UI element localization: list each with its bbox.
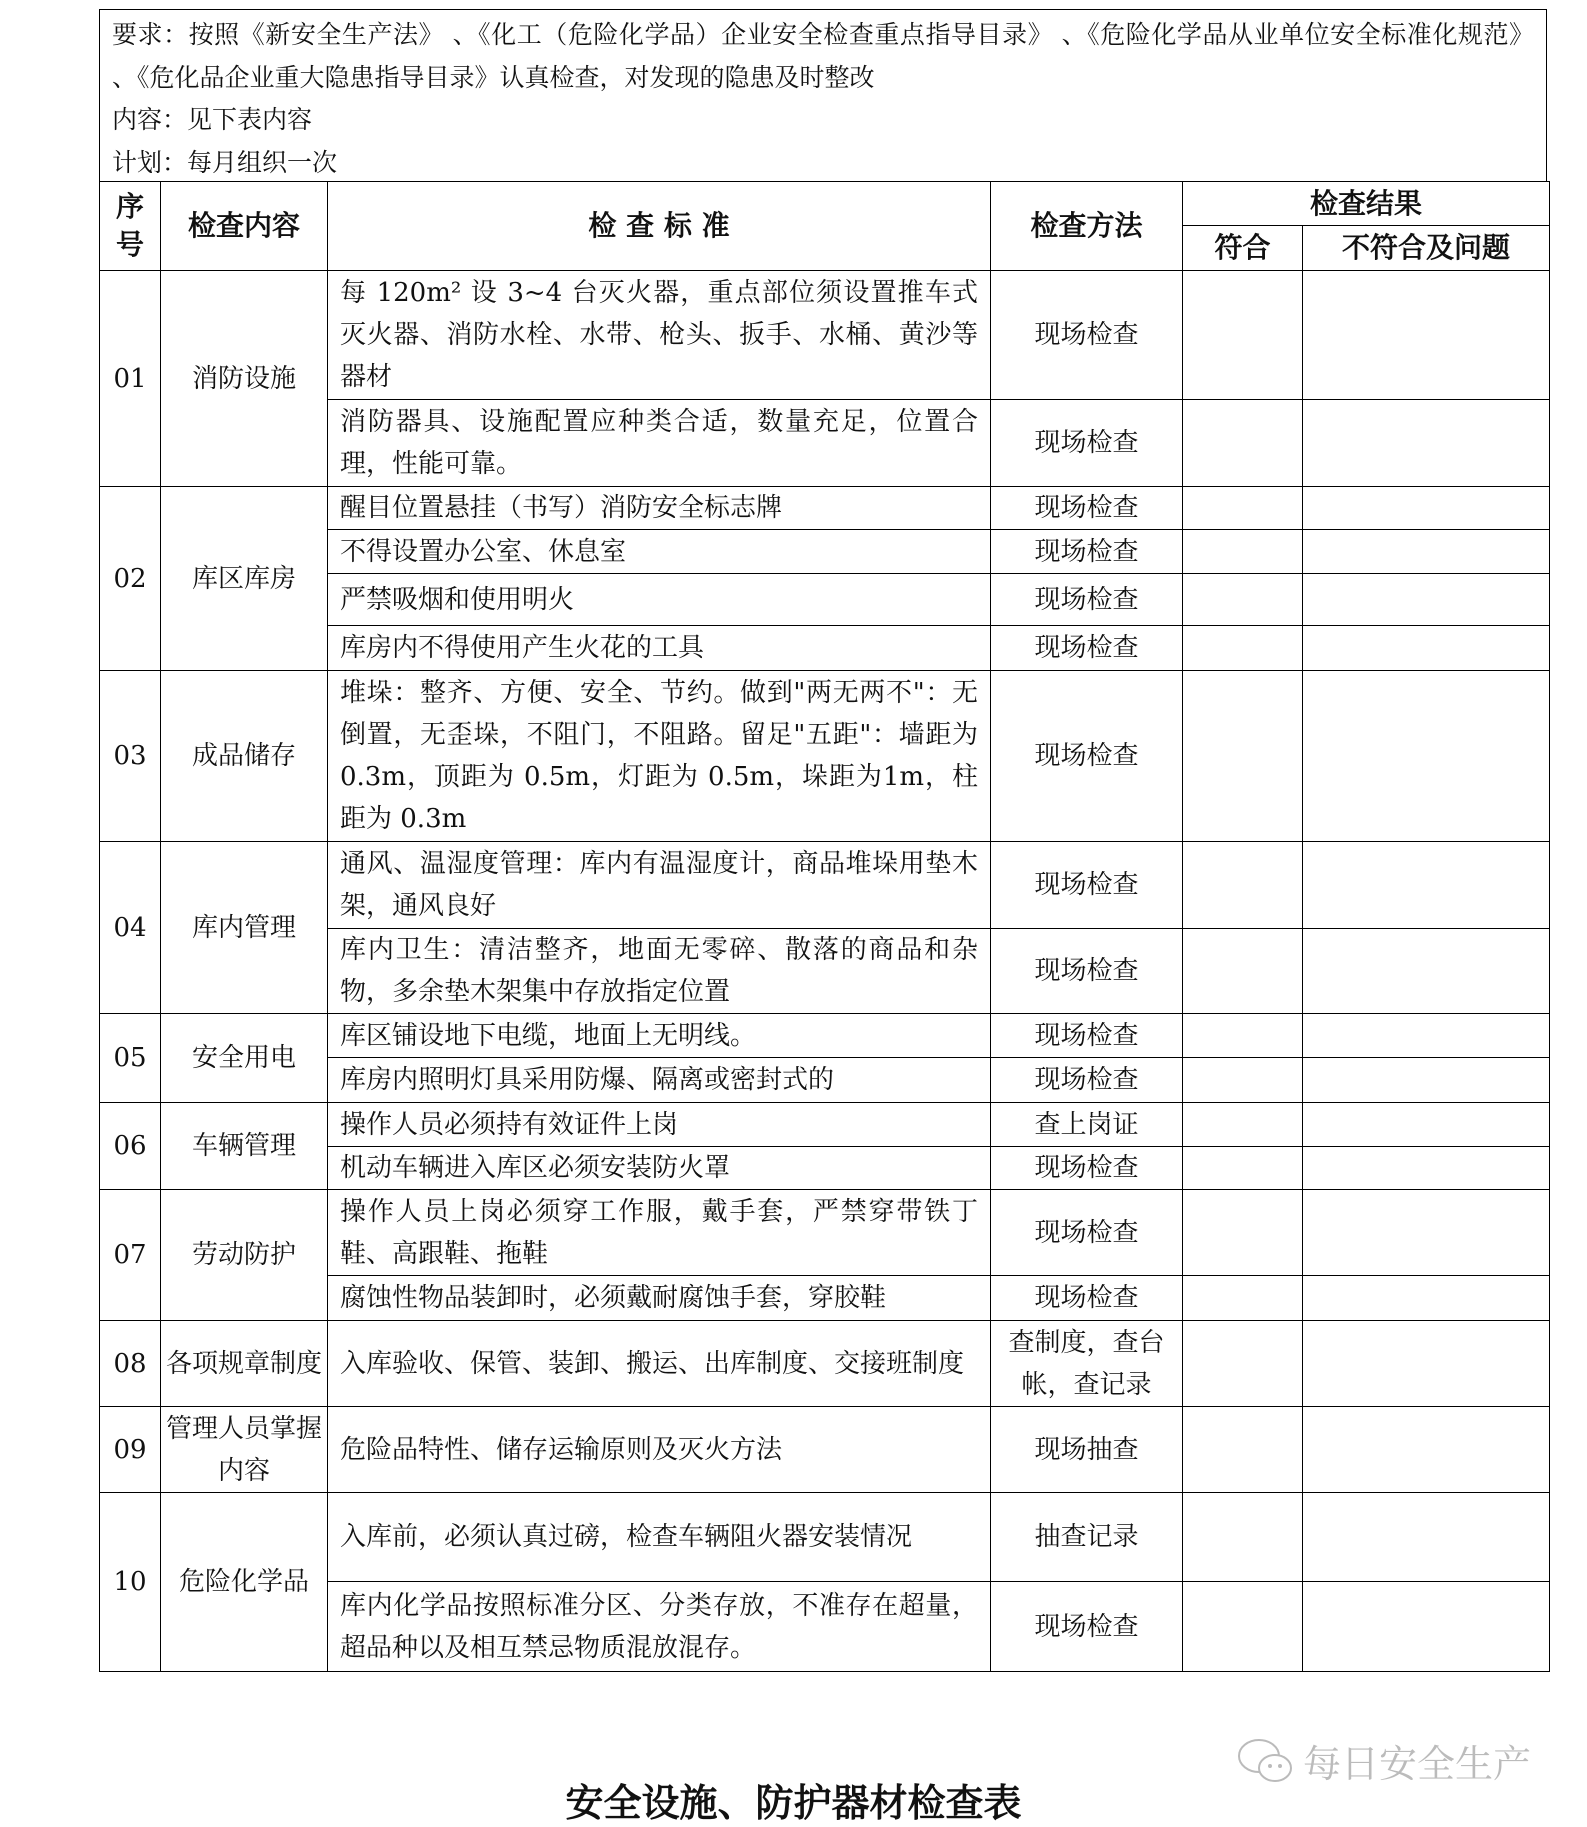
standard-cell: 不得设置办公室、休息室 <box>328 530 991 574</box>
method-cell: 现场检查 <box>991 626 1183 671</box>
header-pass: 符合 <box>1183 226 1303 271</box>
pass-cell[interactable] <box>1183 1058 1303 1103</box>
pass-cell[interactable] <box>1183 1407 1303 1493</box>
standard-cell: 库内化学品按照标准分区、分类存放，不准存在超量，超品种以及相互禁忌物质混放混存。 <box>328 1582 991 1672</box>
standard-cell: 入库验收、保管、装卸、搬运、出库制度、交接班制度 <box>328 1321 991 1407</box>
table-row <box>100 1407 1550 1493</box>
pass-cell[interactable] <box>1183 271 1303 400</box>
fail-cell[interactable] <box>1303 1276 1550 1321</box>
pass-cell[interactable] <box>1183 1147 1303 1190</box>
next-section-title: 安全设施、防护器材检查表 <box>565 1780 1022 1825</box>
header-result: 检查结果 <box>1183 182 1550 226</box>
standard-cell: 腐蚀性物品装卸时，必须戴耐腐蚀手套，穿胶鞋 <box>328 1276 991 1321</box>
inspection-table <box>99 181 1550 1672</box>
pass-cell[interactable] <box>1183 1321 1303 1407</box>
pass-cell[interactable] <box>1183 929 1303 1014</box>
method-cell: 现场检查 <box>991 574 1183 626</box>
pass-cell[interactable] <box>1183 1103 1303 1147</box>
fail-cell[interactable] <box>1303 1582 1550 1672</box>
standard-cell: 操作人员必须持有效证件上岗 <box>328 1103 991 1147</box>
table-row <box>100 842 1550 929</box>
requirement-text: 要求：按照《新安全生产法》 、《化工（危险化学品）企业安全检查重点指导目录》 、《危险化学品从业单位安全标准化规范》 、《危化品企业重大隐患指导目录》认真检查，对发现的隐患及时整改 <box>112 20 1534 92</box>
method-cell: 现场检查 <box>991 1147 1183 1190</box>
item-cell: 成品储存 <box>161 671 328 842</box>
method-cell: 查上岗证 <box>991 1103 1183 1147</box>
table-row <box>100 1321 1550 1407</box>
seq-cell: 06 <box>100 1103 161 1190</box>
table-row <box>100 1103 1550 1147</box>
fail-cell[interactable] <box>1303 842 1550 929</box>
seq-cell: 03 <box>100 671 161 842</box>
method-cell: 现场检查 <box>991 929 1183 1014</box>
method-cell: 抽查记录 <box>991 1493 1183 1582</box>
method-cell: 现场检查 <box>991 671 1183 842</box>
table-row <box>100 1493 1550 1582</box>
seq-cell: 10 <box>100 1493 161 1672</box>
header-method: 检查方法 <box>991 182 1183 271</box>
method-cell: 现场检查 <box>991 1276 1183 1321</box>
seq-cell: 07 <box>100 1190 161 1321</box>
standard-cell: 机动车辆进入库区必须安装防火罩 <box>328 1147 991 1190</box>
standard-cell: 严禁吸烟和使用明火 <box>328 574 991 626</box>
seq-cell: 09 <box>100 1407 161 1493</box>
pass-cell[interactable] <box>1183 1493 1303 1582</box>
pass-cell[interactable] <box>1183 574 1303 626</box>
table-row <box>100 1014 1550 1058</box>
fail-cell[interactable] <box>1303 574 1550 626</box>
table-row <box>100 487 1550 530</box>
fail-cell[interactable] <box>1303 1190 1550 1276</box>
method-cell: 现场检查 <box>991 1582 1183 1672</box>
fail-cell[interactable] <box>1303 271 1550 400</box>
pass-cell[interactable] <box>1183 487 1303 530</box>
item-cell: 安全用电 <box>161 1014 328 1103</box>
fail-cell[interactable] <box>1303 1014 1550 1058</box>
standard-cell: 堆垛：整齐、方便、安全、节约。做到"两无两不"：无倒置，无歪垛，不阻门，不阻路。留足"五距"：墙距为 0.3m，顶距为 0.5m，灯距为 0.5m，垛距为1m，柱距为 0.3m <box>328 671 991 842</box>
item-cell: 劳动防护 <box>161 1190 328 1321</box>
fail-cell[interactable] <box>1303 1058 1550 1103</box>
table-row <box>100 271 1550 400</box>
seq-cell: 01 <box>100 271 161 487</box>
table-row <box>100 1190 1550 1276</box>
standard-cell: 库内卫生：清洁整齐，地面无零碎、散落的商品和杂物，多余垫木架集中存放指定位置 <box>328 929 991 1014</box>
standard-cell: 库房内不得使用产生火花的工具 <box>328 626 991 671</box>
pass-cell[interactable] <box>1183 1190 1303 1276</box>
fail-cell[interactable] <box>1303 1103 1550 1147</box>
method-cell: 查制度，查台帐，查记录 <box>991 1321 1183 1407</box>
method-cell: 现场检查 <box>991 530 1183 574</box>
item-cell: 管理人员掌握内容 <box>161 1407 328 1493</box>
standard-cell: 每 120m² 设 3~4 台灭火器，重点部位须设置推车式灭火器、消防水栓、水带、枪头、扳手、水桶、黄沙等器材 <box>328 271 991 400</box>
standard-cell: 危险品特性、储存运输原则及灭火方法 <box>328 1407 991 1493</box>
standard-cell: 通风、温湿度管理：库内有温湿度计，商品堆垛用垫木架，通风良好 <box>328 842 991 929</box>
seq-cell: 02 <box>100 487 161 671</box>
watermark-text: 每日安全生产 <box>1303 1742 1532 1786</box>
seq-cell: 04 <box>100 842 161 1014</box>
method-cell: 现场检查 <box>991 842 1183 929</box>
header-item: 检查内容 <box>161 182 328 271</box>
method-cell: 现场抽查 <box>991 1407 1183 1493</box>
standard-cell: 库区铺设地下电缆，地面上无明线。 <box>328 1014 991 1058</box>
item-cell: 库内管理 <box>161 842 328 1014</box>
table-row <box>100 671 1550 842</box>
content-text: 内容：见下表内容 <box>112 105 313 134</box>
fail-cell[interactable] <box>1303 929 1550 1014</box>
standard-cell: 操作人员上岗必须穿工作服，戴手套，严禁穿带铁丁鞋、高跟鞋、拖鞋 <box>328 1190 991 1276</box>
fail-cell[interactable] <box>1303 1407 1550 1493</box>
standard-cell: 库房内照明灯具采用防爆、隔离或密封式的 <box>328 1058 991 1103</box>
item-cell: 车辆管理 <box>161 1103 328 1190</box>
fail-cell[interactable] <box>1303 530 1550 574</box>
plan-text: 计划：每月组织一次 <box>112 147 338 177</box>
standard-cell: 消防器具、设施配置应种类合适，数量充足，位置合理，性能可靠。 <box>328 400 991 487</box>
method-cell: 现场检查 <box>991 1190 1183 1276</box>
pass-cell[interactable] <box>1183 1276 1303 1321</box>
intro-box <box>99 9 1547 181</box>
fail-cell[interactable] <box>1303 671 1550 842</box>
pass-cell[interactable] <box>1183 671 1303 842</box>
method-cell: 现场检查 <box>991 1014 1183 1058</box>
item-cell: 库区库房 <box>161 487 328 671</box>
pass-cell[interactable] <box>1183 626 1303 671</box>
fail-cell[interactable] <box>1303 400 1550 487</box>
fail-cell[interactable] <box>1303 487 1550 530</box>
pass-cell[interactable] <box>1183 530 1303 574</box>
method-cell: 现场检查 <box>991 271 1183 400</box>
item-cell: 消防设施 <box>161 271 328 487</box>
header-standard: 检 查 标 准 <box>328 182 991 271</box>
fail-cell[interactable] <box>1303 626 1550 671</box>
seq-cell: 05 <box>100 1014 161 1103</box>
method-cell: 现场检查 <box>991 487 1183 530</box>
seq-cell: 08 <box>100 1321 161 1407</box>
item-cell: 各项规章制度 <box>161 1321 328 1407</box>
pass-cell[interactable] <box>1183 400 1303 487</box>
item-cell: 危险化学品 <box>161 1493 328 1672</box>
pass-cell[interactable] <box>1183 1014 1303 1058</box>
pass-cell[interactable] <box>1183 842 1303 929</box>
standard-cell: 入库前，必须认真过磅，检查车辆阻火器安装情况 <box>328 1493 991 1582</box>
pass-cell[interactable] <box>1183 1582 1303 1672</box>
fail-cell[interactable] <box>1303 1493 1550 1582</box>
method-cell: 现场检查 <box>991 400 1183 487</box>
fail-cell[interactable] <box>1303 1321 1550 1407</box>
fail-cell[interactable] <box>1303 1147 1550 1190</box>
method-cell: 现场检查 <box>991 1058 1183 1103</box>
header-fail: 不符合及问题 <box>1303 226 1550 271</box>
header-seq: 序号 <box>100 182 161 271</box>
standard-cell: 醒目位置悬挂（书写）消防安全标志牌 <box>328 487 991 530</box>
